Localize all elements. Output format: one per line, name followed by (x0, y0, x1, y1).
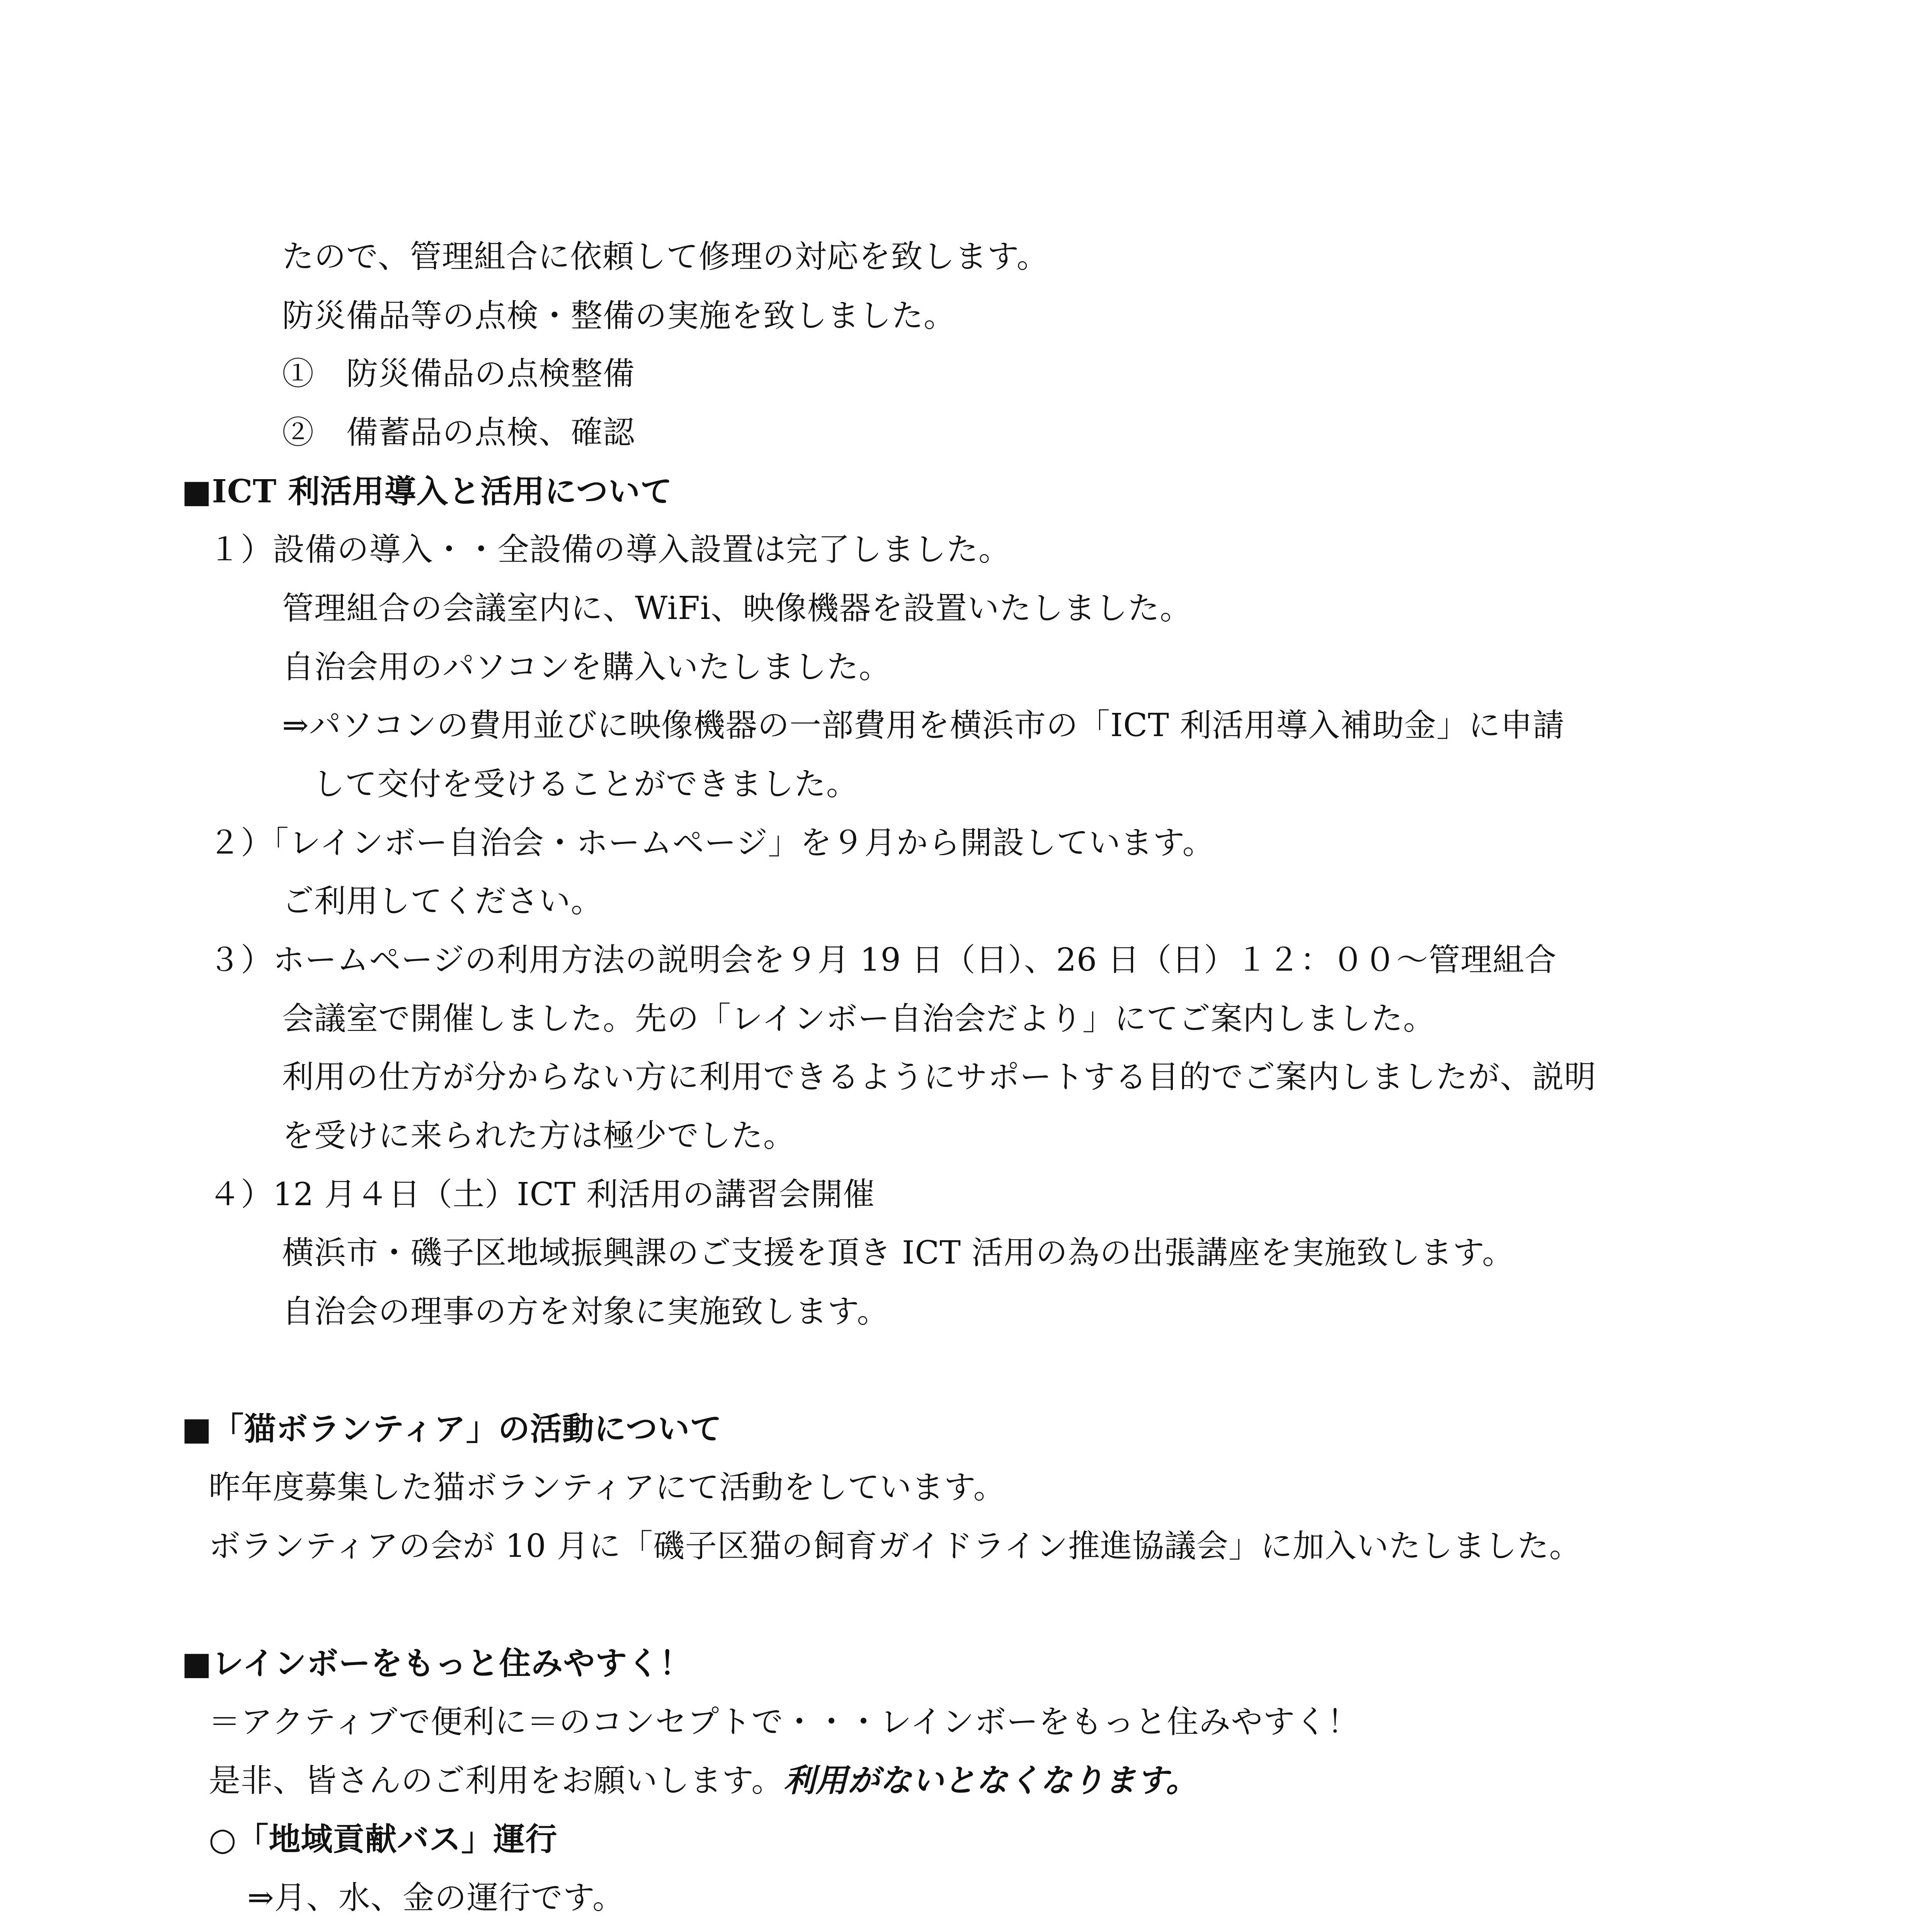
cat-heading: ■「猫ボランティア」の活動について (182, 1410, 722, 1447)
intro-item-1: ① 防災備品の点検整備 (282, 355, 635, 392)
intro-line-1: たので、管理組合に依頼して修理の対応を致します。 (282, 238, 1049, 275)
intro-line-2: 防災備品等の点検・整備の実施を致しました。 (282, 298, 956, 334)
ict-heading: ■ICT 利活用導入と活用について (182, 473, 673, 510)
ict-item-1b: 自治会用のパソコンを購入いたしました。 (282, 649, 891, 685)
rainbow-request-emphasis: 利用がないとなくなります。 (783, 1762, 1198, 1799)
ict-item-2a: ご利用してください。 (282, 883, 603, 920)
ict-item-3: ３）ホームページの利用方法の説明会を９月 19 日（日）、26 日（日）１２：００～管理組合 (209, 942, 1557, 978)
ict-item-4b: 自治会の理事の方を対象に実施致します。 (282, 1293, 889, 1330)
rainbow-concept: ＝アクティブで便利に＝のコンセプトで・・・レインボーをもっと住みやすく！ (209, 1704, 1360, 1740)
cat-text-2: ボランティアの会が 10 月に「磯子区猫の飼育ガイドライン推進協議会」に加入いたしました。 (209, 1528, 1581, 1565)
ict-item-1: １）設備の導入・・全設備の導入設置は完了しました。 (209, 531, 1011, 568)
ict-item-4a: 横浜市・磯子区地域振興課のご支援を頂き ICT 活用の為の出張講座を実施致します。 (282, 1235, 1514, 1271)
service-text-community-bus: ⇒月、水、金の運行です。 (247, 1879, 625, 1916)
intro-item-2: ② 備蓄品の点検、確認 (282, 414, 635, 451)
rainbow-request-text: 是非、皆さんのご利用をお願いします。 (209, 1762, 784, 1799)
service-title-community-bus: ○「地域貢献バス」運行 (209, 1821, 558, 1858)
ict-item-4: ４）12 月４日（土）ICT 利活用の講習会開催 (209, 1176, 875, 1213)
ict-item-1c: ⇒パソコンの費用並びに映像機器の一部費用を横浜市の「ICT 利活用導入補助金」に申請 (282, 707, 1565, 744)
rainbow-request (209, 1761, 1198, 1800)
ict-item-2: ２）「レインボー自治会・ホームページ」を９月から開設しています。 (209, 825, 1215, 861)
rainbow-heading: ■レインボーをもっと住みやすく！ (182, 1645, 692, 1682)
cat-text-1: 昨年度募集した猫ボランティアにて活動をしています。 (209, 1469, 1006, 1506)
ict-item-3a: 会議室で開催しました。先の「レインボー自治会だより」にてご案内しました。 (282, 1000, 1435, 1037)
ict-item-1a: 管理組合の会議室内に、WiFi、映像機器を設置いたしました。 (282, 590, 1192, 627)
ict-item-3c: を受けに来られた方は極少でした。 (282, 1117, 796, 1154)
ict-item-3b: 利用の仕方が分からない方に利用できるようにサポートする目的でご案内しましたが、説明 (282, 1059, 1596, 1095)
ict-item-1d: して交付を受けることができました。 (313, 766, 859, 803)
